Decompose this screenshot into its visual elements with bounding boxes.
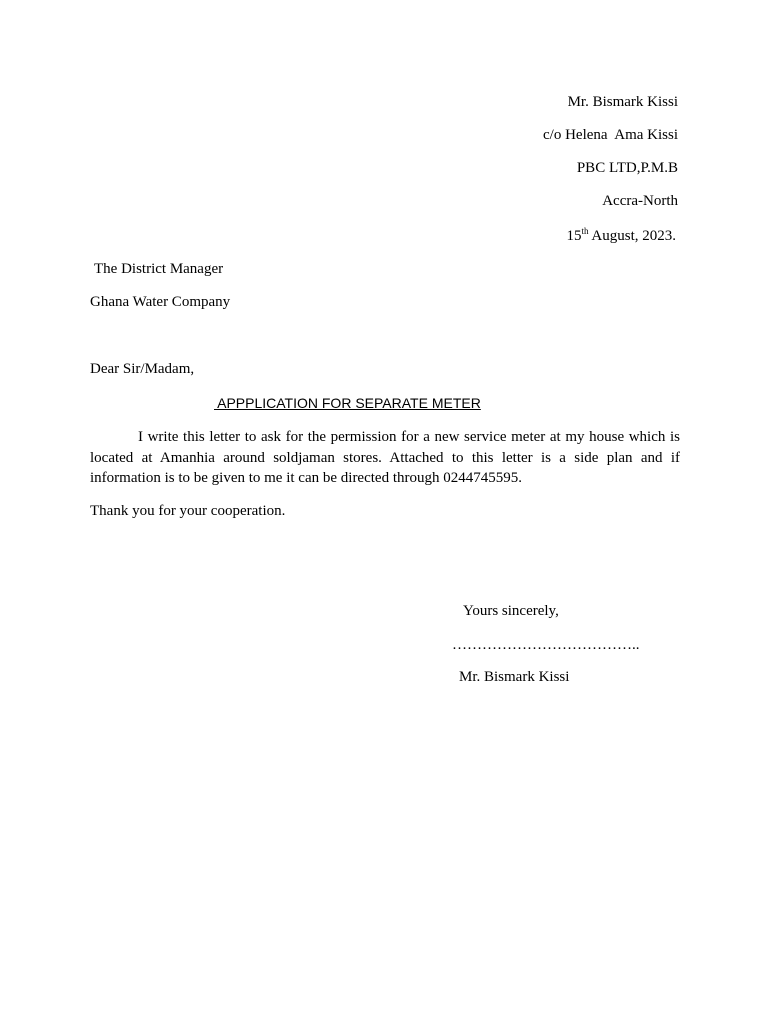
body-text: I write this letter to ask for the permission for a new service meter at my house which is located at Amanhia around soldjaman stores. Attached to this letter is a side plan and if information is to be given to me it can be directed through 0244745595. bbox=[90, 429, 680, 486]
date-suffix: th bbox=[581, 226, 589, 236]
salutation: Dear Sir/Madam, bbox=[90, 361, 195, 377]
sender-city: Accra-North bbox=[602, 193, 678, 209]
sender-care-of: c/o Helena Ama Kissi bbox=[543, 127, 678, 143]
signatory-name: Mr. Bismark Kissi bbox=[459, 669, 570, 685]
thanks-line: Thank you for your cooperation. bbox=[90, 503, 286, 519]
sender-company: PBC LTD,P.M.B bbox=[576, 160, 678, 176]
recipient-organization: Ghana Water Company bbox=[90, 294, 231, 310]
recipient-title: The District Manager bbox=[94, 261, 224, 277]
date-day: 15 bbox=[566, 228, 582, 244]
subject-heading: APPPLICATION FOR SEPARATE METER bbox=[214, 395, 481, 411]
valediction: Yours sincerely, bbox=[463, 603, 559, 619]
letter-date bbox=[566, 227, 676, 245]
date-rest: August, 2023. bbox=[588, 228, 676, 244]
sender-name: Mr. Bismark Kissi bbox=[567, 94, 678, 110]
body-paragraph bbox=[90, 427, 680, 489]
signature-line: ……………………………….. bbox=[452, 637, 640, 653]
